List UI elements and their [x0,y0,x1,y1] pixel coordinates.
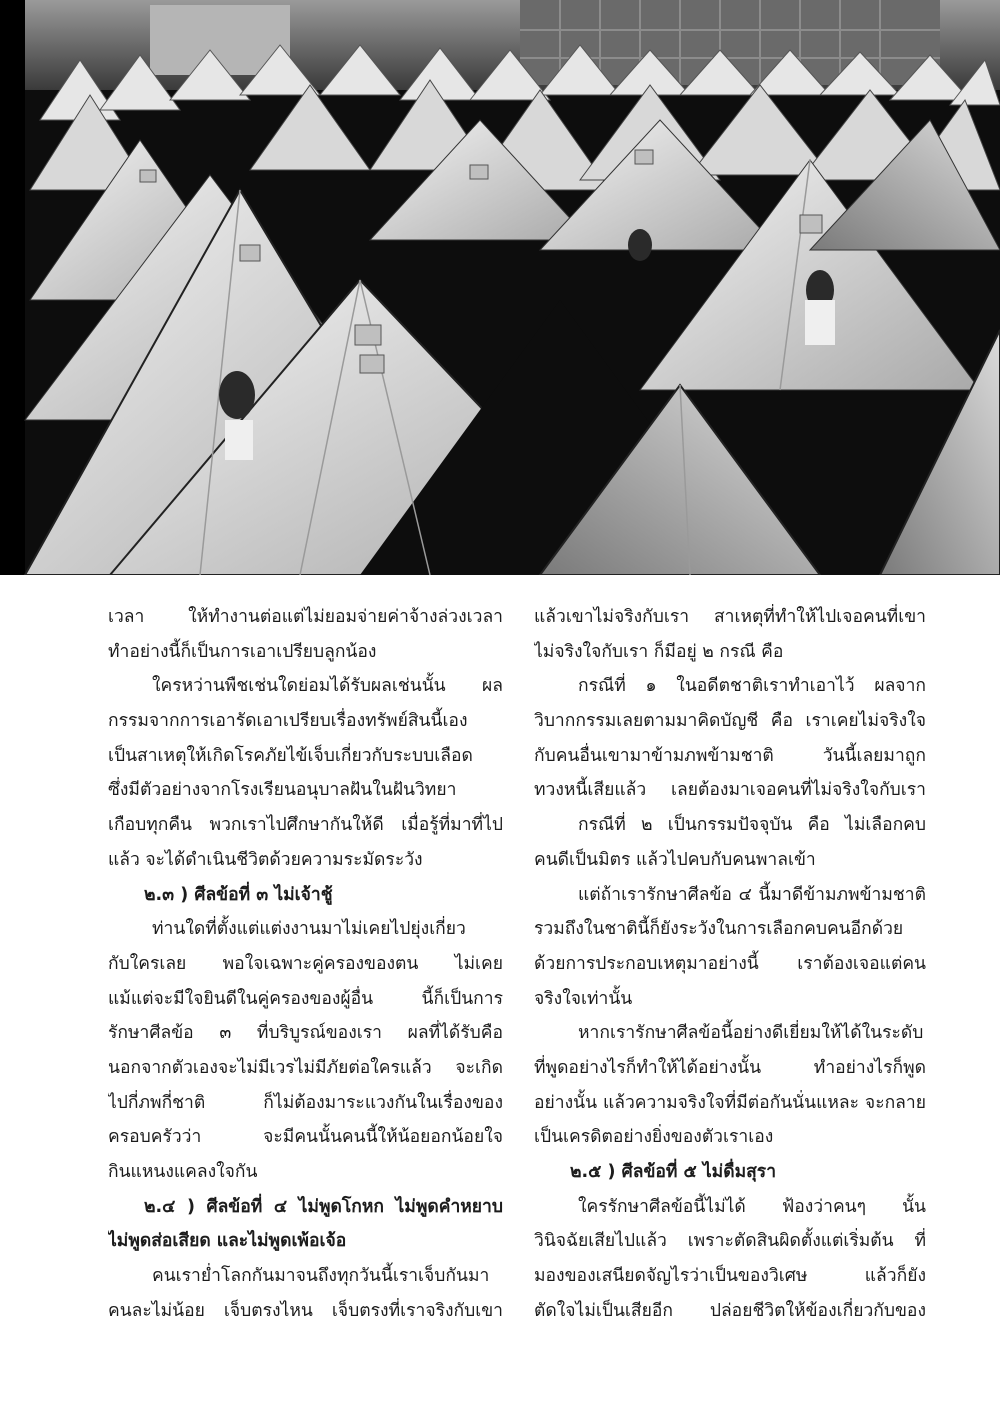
text-line: เกือบทุกคืน พวกเราไปศึกษากันให้ดี เมื่อรู้ที่มาที่ไป [108,815,503,836]
text-line: แต่ถ้าเรารักษาศีลข้อ ๔ นี้มาดีข้ามภพข้ามชาติ [578,884,926,905]
text-line: แล้วเขาไม่จริงกับเรา สาเหตุที่ทำให้ไปเจอคนที่เขา [534,607,926,627]
text-line: คนเราย่ำโลกกันมาจนถึงทุกวันนี้เราเจ็บกันมา [152,1266,490,1287]
text-line: หากเรารักษาศีลข้อนี้อย่างดีเยี่ยมให้ได้ในระดับ [578,1023,924,1044]
section-heading: ๒.๓ ) ศีลข้อที่ ๓ ไม่เจ้าชู้ [144,884,333,905]
section-heading: ๒.๕ ) ศีลข้อที่ ๕ ไม่ดื่มสุรา [570,1162,777,1182]
text-line: ด้วยการประกอบเหตุมาอย่างนี้ เราต้องเจอแต่คน [534,953,926,974]
text-line: วิบากกรรมเลยตามมาคิดบัญชี คือ เราเคยไม่จริงใจ [534,711,926,732]
tents-photo [0,0,1000,575]
text-line: กับคนอื่นเขามาข้ามภพข้ามชาติ วันนี้เลยมาถูก [534,745,926,766]
text-line: คนดีเป็นมิตร แล้วไปคบกับคนพาลเข้า [534,849,816,870]
left-column [108,600,503,1328]
text-line: อย่างนั้น แล้วความจริงใจที่มีต่อกันนั่นแหละ จะกลาย [534,1092,926,1113]
text-line: เป็นเครดิตอย่างยิ่งของตัวเราเอง [534,1127,774,1148]
text-line: ใครหว่านพืชเช่นใดย่อมได้รับผลเช่นนั้น ผล [152,676,503,697]
text-line: ท่านใดที่ตั้งแต่แต่งงานมาไม่เคยไปยุ่งเกี่ยว [152,919,466,940]
text-line: ทวงหนี้เสียแล้ว เลยต้องมาเจอคนที่ไม่จริงใจกับเรา [534,780,926,801]
text-line: วินิจฉัยเสียไปแล้ว เพราะตัดสินผิดตั้งแต่เริ่มต้น ที่ [534,1231,926,1252]
text-line: ครอบครัวว่า จะมีคนนั้นคนนี้ให้น้อยอกน้อยใจ [108,1127,503,1148]
section-heading: ๒.๔ ) ศีลข้อที่ ๔ ไม่พูดโกหก ไม่พูดคำหยาบ [144,1196,503,1217]
text-line: ตัดใจไม่เป็นเสียอีก ปล่อยชีวิตให้ข้องเกี่ยวกับของ [534,1300,926,1321]
text-line: ที่พูดอย่างไรก็ทำให้ได้อย่างนั้น ทำอย่างไรก็พูด [534,1057,926,1078]
text-line: กินแหนงแคลงใจกัน [108,1162,258,1182]
text-line: กรณีที่ ๑ ในอดีตชาติเราทำเอาไว้ ผลจาก [578,676,926,697]
text-line: ไปกี่ภพกี่ชาติ ก็ไม่ต้องมาระแวงกันในเรื่องของ [108,1092,503,1113]
text-line: รักษาศีลข้อ ๓ ที่บริบูรณ์ของเรา ผลที่ได้รับคือ [108,1023,503,1044]
text-line: นอกจากตัวเองจะไม่มีเวรไม่มีภัยต่อใครแล้ว จะเกิด [108,1057,503,1078]
section-heading: ไม่พูดส่อเสียด และไม่พูดเพ้อเจ้อ [108,1231,347,1252]
text-line: แม้แต่จะมีใจยินดีในคู่ครองของผู้อื่น นี้ก็เป็นการ [108,988,503,1009]
text-line: กรรมจากการเอารัดเอาเปรียบเรื่องทรัพย์สินนี้เอง [108,711,468,732]
text-line: จริงใจเท่านั้น [534,988,633,1009]
text-line: รวมถึงในชาตินี้ก็ยังระวังในการเลือกคบคนอีกด้วย [534,919,904,940]
text-line: ใครรักษาศีลข้อนี้ไม่ได้ ฟ้องว่าคนๆ นั้น [578,1196,926,1217]
text-line: เป็นสาเหตุให้เกิดโรคภัยไข้เจ็บเกี่ยวกับระบบเลือด [108,745,473,766]
text-line: มองของเสนียดจัญไรว่าเป็นของวิเศษ แล้วก็ยัง [534,1266,926,1287]
text-line: เวลา ให้ทำงานต่อแต่ไม่ยอมจ่ายค่าจ้างล่วงเวลา [108,607,503,627]
text-line: แล้ว จะได้ดำเนินชีวิตด้วยความระมัดระวัง [108,849,423,870]
right-column [534,600,926,1328]
text-line: กรณีที่ ๒ เป็นกรรมปัจจุบัน คือ ไม่เลือกคบ [578,815,926,836]
text-line: ไม่จริงใจกับเรา ก็มีอยู่ ๒ กรณี คือ [534,641,784,662]
text-line: ซึ่งมีตัวอย่างจากโรงเรียนอนุบาลฝันในฝันวิทยา [108,780,457,801]
text-line: คนละไม่น้อย เจ็บตรงไหน เจ็บตรงที่เราจริงกับเขา [108,1300,503,1321]
text-line: ทำอย่างนี้ก็เป็นการเอาเปรียบลูกน้อง [108,641,377,662]
text-line: กับใครเลย พอใจเฉพาะคู่ครองของตน ไม่เคย [108,953,503,974]
